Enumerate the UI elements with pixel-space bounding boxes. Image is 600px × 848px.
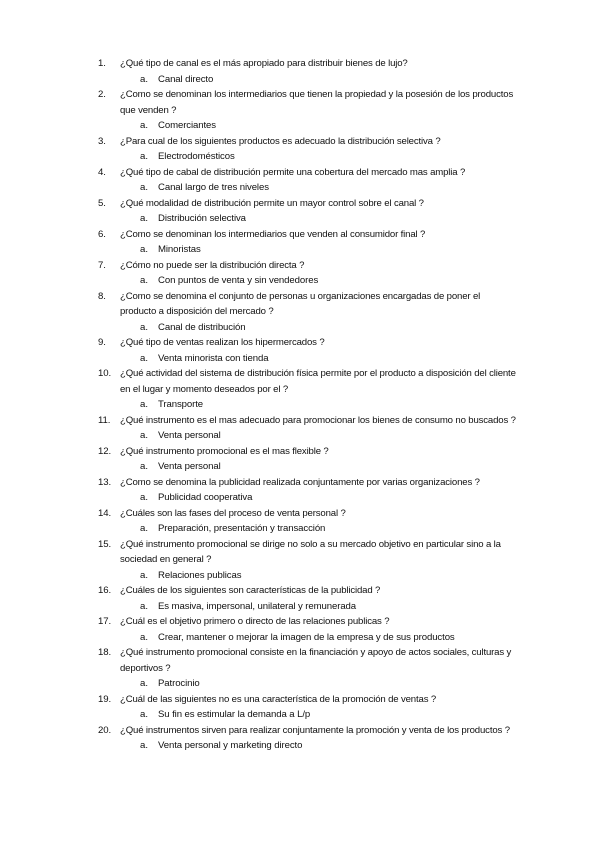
answer-letter: a. <box>140 151 149 162</box>
answer-text: Canal de distribución <box>158 321 246 333</box>
question-item <box>98 413 518 444</box>
question-text: ¿Qué tipo de ventas realizan los hipermercados ? <box>120 337 325 348</box>
question-number: 3. <box>98 135 106 147</box>
answer-letter: a. <box>140 631 149 643</box>
answer-item <box>140 273 518 289</box>
question-text: ¿Qué tipo de canal es el más apropiado para distribuir bienes de lujo? <box>120 58 408 69</box>
answer-item <box>140 180 518 196</box>
question-item <box>98 583 518 614</box>
question-text: ¿Cuáles son las fases del proceso de venta personal ? <box>120 507 346 519</box>
answer-text: Canal directo <box>158 73 214 85</box>
answer-text: Minoristas <box>158 244 201 255</box>
question-text: ¿Cuáles de los siguientes son características de la publicidad ? <box>120 585 381 596</box>
answer-letter: a. <box>140 73 149 85</box>
question-number: 1. <box>98 58 106 69</box>
question-text: ¿Qué instrumento es el mas adecuado para promocionar los bienes de consumo no buscados ? <box>120 414 516 426</box>
question-text: ¿Como se denominan los intermediarios que venden al consumidor final ? <box>120 228 426 240</box>
answer-item <box>140 211 518 227</box>
question-number: 13. <box>98 476 112 488</box>
answer-letter: a. <box>140 430 149 441</box>
answer-text: Su fin es estimular la demanda a L/p <box>158 709 311 720</box>
answer-letter: a. <box>140 244 149 255</box>
question-item <box>98 537 518 584</box>
answer-text: Canal largo de tres niveles <box>158 182 269 193</box>
answer-text: Publicidad cooperativa <box>158 492 253 503</box>
question-number: 12. <box>98 445 112 457</box>
question-text: ¿Como se denomina la publicidad realizada conjuntamente por varias organizaciones ? <box>120 476 480 488</box>
question-text: ¿Qué actividad del sistema de distribución física permite por el producto a disposición del cliente en el lugar y momento deseados por el ? <box>120 368 516 395</box>
question-number: 4. <box>98 166 106 178</box>
question-number: 17. <box>98 616 112 627</box>
question-text: ¿Como se denominan los intermediarios que tienen la propiedad y la posesión de los productos que venden ? <box>120 89 514 116</box>
answer-text: Venta minorista con tienda <box>158 352 269 364</box>
question-item <box>98 196 518 227</box>
answer-text: Relaciones publicas <box>158 569 242 581</box>
question-number: 14. <box>98 507 112 519</box>
answer-text: Venta personal <box>158 461 221 472</box>
question-text: ¿Cuál es el objetivo primero o directo de las relaciones publicas ? <box>120 616 390 627</box>
answer-item <box>140 459 518 475</box>
question-text: ¿Para cual de los siguientes productos es adecuado la distribución selectiva ? <box>120 135 441 147</box>
question-number: 8. <box>98 290 106 302</box>
question-text: ¿Qué modalidad de distribución permite un mayor control sobre el canal ? <box>120 197 424 209</box>
question-text: ¿Qué instrumento promocional se dirige no solo a su mercado objetivo en particular sino a la sociedad en general ? <box>120 538 501 565</box>
answer-item <box>140 351 518 367</box>
answer-item <box>140 149 518 165</box>
answer-item <box>140 738 518 754</box>
question-number: 6. <box>98 228 106 240</box>
question-number: 5. <box>98 197 106 209</box>
question-item <box>98 165 518 196</box>
question-item <box>98 335 518 366</box>
question-item <box>98 56 518 87</box>
answer-letter: a. <box>140 709 149 720</box>
question-text: ¿Como se denomina el conjunto de personas u organizaciones encargadas de poner el producto a disposición del mercado ? <box>120 290 481 317</box>
question-item <box>98 614 518 645</box>
answer-text: Distribución selectiva <box>158 213 246 224</box>
answer-item <box>140 630 518 646</box>
question-item <box>98 692 518 723</box>
answer-text: Transporte <box>158 399 204 410</box>
question-number: 11. <box>98 414 111 426</box>
question-number: 7. <box>98 259 106 271</box>
answer-item <box>140 599 518 615</box>
question-text: ¿Cuál de las siguientes no es una característica de la promoción de ventas ? <box>120 693 437 705</box>
answer-letter: a. <box>140 523 149 534</box>
question-item <box>98 258 518 289</box>
question-number: 16. <box>98 585 112 596</box>
answer-text: Comerciantes <box>158 120 216 131</box>
answer-text: Venta personal <box>158 430 221 441</box>
question-number: 2. <box>98 89 106 100</box>
question-item <box>98 475 518 506</box>
answer-letter: a. <box>140 600 149 612</box>
question-number: 10. <box>98 368 112 379</box>
answer-letter: a. <box>140 740 149 751</box>
question-number: 15. <box>98 538 112 550</box>
answer-text: Electrodomésticos <box>158 151 235 162</box>
question-text: ¿Cómo no puede ser la distribución directa ? <box>120 259 305 271</box>
answer-item <box>140 490 518 506</box>
answer-letter: a. <box>140 275 149 286</box>
answer-text: Preparación, presentación y transacción <box>158 523 326 534</box>
answer-letter: a. <box>140 182 149 193</box>
answer-text: Con puntos de venta y sin vendedores <box>158 275 319 286</box>
answer-text: Patrocinio <box>158 678 200 689</box>
answer-letter: a. <box>140 352 149 364</box>
answer-item <box>140 428 518 444</box>
answer-text: Crear, mantener o mejorar la imagen de la empresa y de sus productos <box>158 631 455 643</box>
question-item <box>98 645 518 692</box>
answer-letter: a. <box>140 461 149 472</box>
question-item <box>98 506 518 537</box>
question-item <box>98 227 518 258</box>
question-text: ¿Qué instrumento promocional es el mas flexible ? <box>120 445 329 457</box>
question-text: ¿Qué tipo de cabal de distribución permite una cobertura del mercado mas amplia ? <box>120 166 466 178</box>
answer-item <box>140 72 518 88</box>
answer-letter: a. <box>140 678 149 689</box>
answer-item <box>140 707 518 723</box>
question-item <box>98 289 518 336</box>
question-item <box>98 87 518 134</box>
answer-letter: a. <box>140 321 149 333</box>
answer-letter: a. <box>140 399 149 410</box>
answer-letter: a. <box>140 213 149 224</box>
answer-item <box>140 568 518 584</box>
question-item <box>98 723 518 754</box>
question-item <box>98 366 518 413</box>
question-item <box>98 444 518 475</box>
answer-text: Es masiva, impersonal, unilateral y remunerada <box>158 600 357 612</box>
question-number: 9. <box>98 337 106 348</box>
answer-item <box>140 320 518 336</box>
answer-item <box>140 242 518 258</box>
answer-letter: a. <box>140 492 149 503</box>
question-text: ¿Qué instrumentos sirven para realizar conjuntamente la promoción y venta de los productos ? <box>120 724 510 736</box>
answer-item <box>140 118 518 134</box>
question-text: ¿Qué instrumento promocional consiste en la financiación y apoyo de actos sociales, culturas y deportivos ? <box>120 647 512 674</box>
question-number: 19. <box>98 693 112 705</box>
question-number: 20. <box>98 724 112 736</box>
answer-letter: a. <box>140 569 149 581</box>
answer-item <box>140 521 518 537</box>
answer-item <box>140 676 518 692</box>
question-number: 18. <box>98 647 112 658</box>
answer-letter: a. <box>140 120 149 131</box>
answer-item <box>140 397 518 413</box>
question-list <box>98 56 518 754</box>
question-item <box>98 134 518 165</box>
answer-text: Venta personal y marketing directo <box>158 740 303 751</box>
